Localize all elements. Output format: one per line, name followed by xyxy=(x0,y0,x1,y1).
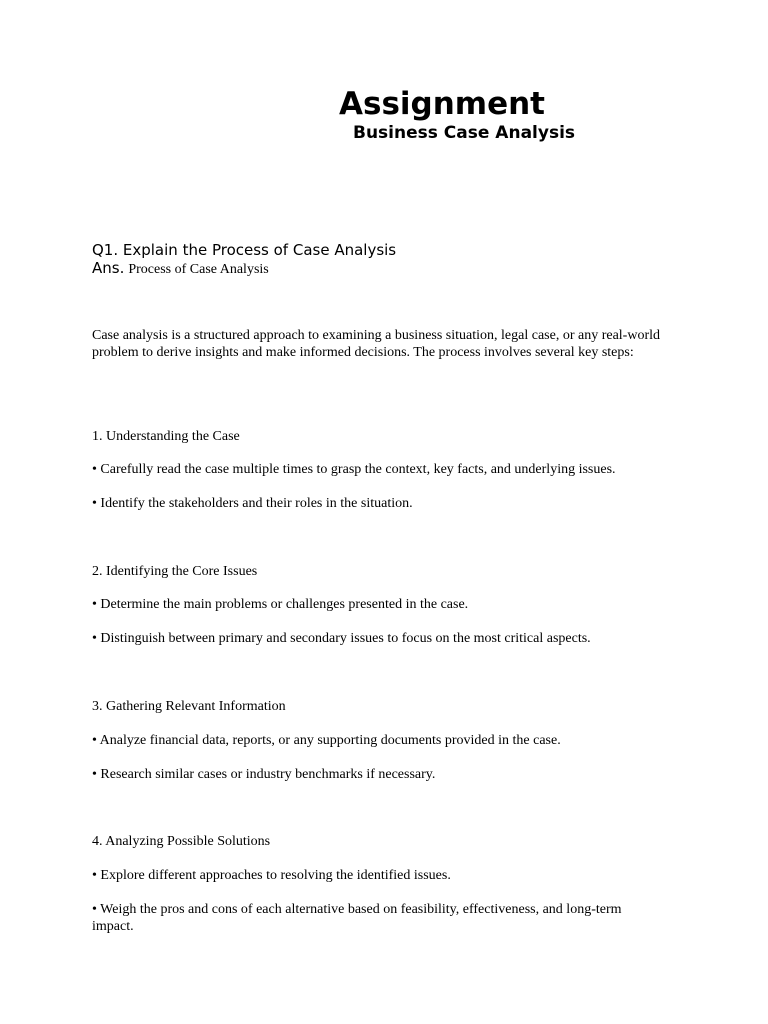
intro-paragraph: Case analysis is a structured approach to examining a business situation, legal case, or any real-world problem to derive insights and make informed decisions. The process involves several key steps: xyxy=(92,328,660,360)
step-bullet: • Determine the main problems or challenges presented in the case. xyxy=(92,597,469,612)
step-bullet: • Carefully read the case multiple times to grasp the context, key facts, and underlying issues. xyxy=(92,462,616,477)
answer-label: Ans. xyxy=(92,259,125,277)
question-text: Q1. Explain the Process of Case Analysis xyxy=(92,241,397,259)
document-title: Assignment xyxy=(339,86,545,122)
step-title: 2. Identifying the Core Issues xyxy=(92,564,258,579)
document-subtitle: Business Case Analysis xyxy=(353,123,576,143)
step-bullet: • Research similar cases or industry benchmarks if necessary. xyxy=(92,767,436,782)
step-title: 3. Gathering Relevant Information xyxy=(92,699,286,714)
step-bullet: • Weigh the pros and cons of each alternative based on feasibility, effectiveness, and long-term impact. xyxy=(92,902,622,934)
step-title: 4. Analyzing Possible Solutions xyxy=(92,834,271,849)
step-bullet: • Analyze financial data, reports, or any supporting documents provided in the case. xyxy=(92,733,561,748)
step-bullet: • Identify the stakeholders and their roles in the situation. xyxy=(92,496,413,511)
answer-line xyxy=(92,258,269,280)
step-title: 1. Understanding the Case xyxy=(92,429,240,444)
answer-heading: Process of Case Analysis xyxy=(128,262,269,277)
step-bullet: • Distinguish between primary and secondary issues to focus on the most critical aspects. xyxy=(92,631,591,646)
step-bullet: • Explore different approaches to resolving the identified issues. xyxy=(92,868,451,883)
